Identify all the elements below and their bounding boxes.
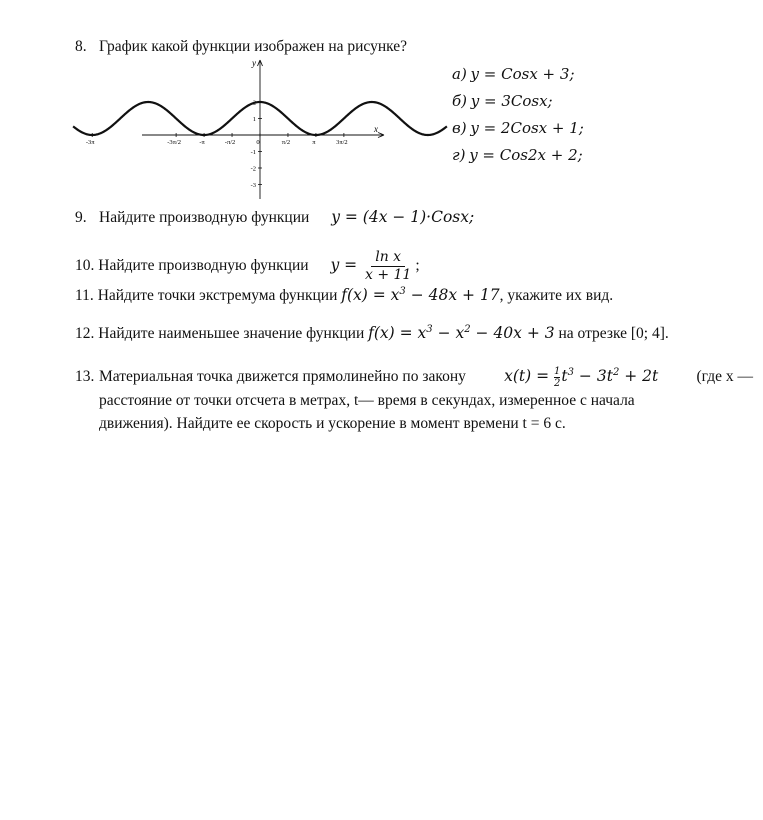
- question-13: [75, 365, 753, 435]
- question-11: [75, 286, 613, 305]
- function-expression: $f(x) = x^3 - x^2 - 40x + 3$: [368, 324, 555, 342]
- question-text: Материальная точка движется прямолинейно по закону: [99, 368, 466, 385]
- question-tail: , укажите их вид.: [499, 287, 614, 304]
- expression-tail: ;: [415, 257, 420, 275]
- x-axis-label: x: [374, 124, 378, 134]
- answer-options: [452, 61, 584, 169]
- x-tick-label: 0: [256, 139, 260, 146]
- x-tick-label: -π/2: [224, 139, 236, 146]
- y-tick-label: -1: [250, 149, 256, 156]
- graph-axes: [142, 60, 384, 199]
- motion-law: x(t) = $\frac{1}{2}$ $t^3 - 3t^2 + 2t$: [504, 365, 659, 389]
- question-8: [75, 38, 407, 56]
- question-number: 12.: [75, 325, 95, 342]
- option-b[interactable]: б) y = 3Cosx;: [452, 92, 553, 110]
- question-9: [75, 208, 474, 227]
- x-tick-label: π: [312, 139, 316, 146]
- cosine-graph: [85, 56, 392, 201]
- question-line-3: движения). Найдите ее скорость и ускорение в момент времени t = 6 с.: [99, 414, 566, 432]
- y-tick-label: -2: [250, 165, 256, 173]
- function-expression: $f(x) = x^3 - 48x + 17$: [341, 286, 500, 304]
- question-paren: (где x —: [696, 368, 753, 385]
- question-number: 8.: [75, 38, 87, 55]
- question-10: [75, 249, 420, 284]
- y-axis-label: y: [252, 58, 256, 68]
- question-line-2: расстояние от точки отсчета в метрах, t— время в секундах, измеренное с начала: [99, 391, 635, 409]
- x-tick-label: -3π/2: [167, 139, 182, 146]
- y-tick-label: -3: [250, 182, 256, 189]
- question-number: 10.: [75, 257, 95, 275]
- question-text: Найдите производную функции: [99, 209, 310, 226]
- x-tick-label: -π: [199, 139, 205, 146]
- option-d[interactable]: г) y = Cos2x + 2;: [452, 146, 583, 164]
- fraction-denominator: x + 11: [364, 267, 412, 283]
- y-tick-label: 2: [252, 99, 256, 107]
- function-fraction: [361, 249, 415, 284]
- x-tick-label: -3π: [85, 139, 95, 146]
- x-tick-label: 3π/2: [336, 139, 348, 146]
- question-text: График какой функции изображен на рисунке?: [99, 38, 408, 55]
- function-lhs: y =: [330, 256, 358, 275]
- question-tail: на отрезке [0; 4].: [558, 325, 669, 342]
- question-text: Найдите наименьшее значение функции: [98, 325, 365, 342]
- option-c[interactable]: в) y = 2Cosx + 1;: [452, 119, 584, 137]
- fraction-numerator: ln x: [371, 249, 405, 267]
- question-line-1: [75, 365, 753, 389]
- question-text: Найдите точки экстремума функции: [97, 287, 338, 304]
- question-12: [75, 324, 669, 343]
- y-tick-label: 1: [252, 116, 256, 123]
- function-expression: y = (4x − 1)·Cosx;: [331, 208, 475, 226]
- option-a[interactable]: а) y = Cosx + 3;: [452, 65, 575, 83]
- x-tick-label: π/2: [281, 139, 291, 146]
- question-text: Найдите производную функции: [98, 257, 309, 275]
- question-number: 13.: [75, 368, 95, 385]
- question-number: 9.: [75, 209, 87, 226]
- question-number: 11.: [75, 287, 94, 304]
